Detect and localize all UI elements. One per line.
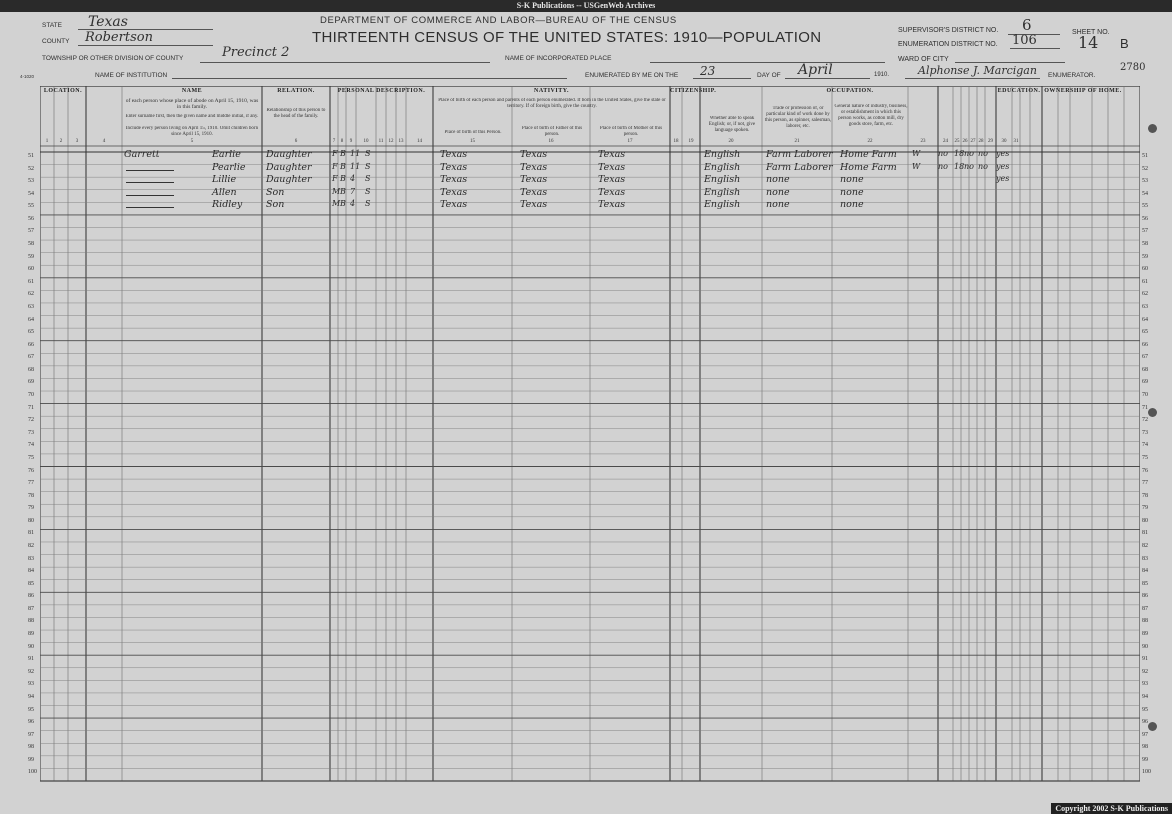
cell-father: Texas bbox=[520, 174, 548, 186]
row-number: 72 bbox=[28, 417, 34, 424]
cell-relation: Son bbox=[266, 186, 285, 198]
cell-edu4: no bbox=[978, 161, 988, 171]
column-number: 10 bbox=[363, 139, 369, 144]
row-number: 99 bbox=[28, 756, 34, 763]
form-number: 4-1020 bbox=[20, 74, 35, 79]
cell-race: B bbox=[340, 174, 346, 184]
cell-language: English bbox=[704, 149, 741, 160]
row-number: 56 bbox=[1142, 215, 1148, 222]
group-heading: RELATION. bbox=[277, 88, 315, 94]
row-number: 58 bbox=[1142, 241, 1148, 248]
row-number: 69 bbox=[1142, 379, 1148, 386]
year-value: 1910. bbox=[874, 72, 890, 78]
census-grid bbox=[40, 86, 1140, 786]
cell-marital: S bbox=[365, 174, 371, 184]
cell-industry: Home Farm bbox=[840, 161, 897, 173]
column-number: 9 bbox=[349, 139, 353, 144]
row-number: 90 bbox=[1142, 643, 1148, 650]
row-number: 66 bbox=[1142, 341, 1148, 348]
county-value: Robertson bbox=[85, 30, 153, 45]
cell-edu5: yes bbox=[996, 149, 1010, 158]
incorporated-place-label: NAME OF INCORPORATED PLACE bbox=[505, 55, 612, 62]
row-number: 89 bbox=[1142, 631, 1148, 638]
row-number: 63 bbox=[1142, 303, 1148, 310]
cell-birth: Texas bbox=[440, 199, 468, 211]
column-head-birth-father: Place of birth of Father of this person. bbox=[521, 126, 583, 137]
cell-birth: Texas bbox=[440, 186, 468, 198]
row-number: 87 bbox=[28, 605, 34, 612]
cell-given: Allen bbox=[212, 186, 237, 198]
cell-edu2: 18 bbox=[954, 149, 965, 158]
row-number: 97 bbox=[1142, 731, 1148, 738]
institution-label: NAME OF INSTITUTION bbox=[95, 72, 168, 79]
cell-edu5: yes bbox=[996, 174, 1010, 184]
cell-father: Texas bbox=[520, 199, 548, 211]
column-head-name-sub: Enter surname first, then the given name and middle initial, if any. bbox=[125, 114, 259, 119]
row-number: 90 bbox=[28, 643, 34, 650]
column-number: 14 bbox=[417, 139, 422, 144]
row-number: 74 bbox=[1142, 442, 1148, 449]
group-heading: OCCUPATION. bbox=[826, 88, 874, 94]
column-head-industry: General nature of industry, business, or establishment in which this person works, as cotton mill, dry goods store, farm, etc. bbox=[834, 104, 908, 127]
cell-birth: Texas bbox=[440, 174, 468, 186]
row-number: 74 bbox=[28, 442, 34, 449]
row-number: 71 bbox=[28, 404, 34, 411]
cell-given: Lillie bbox=[212, 174, 237, 186]
township-value: Precinct 2 bbox=[222, 45, 290, 60]
enumeration-value: 106 bbox=[1012, 33, 1037, 48]
row-number: 93 bbox=[1142, 681, 1148, 688]
row-number: 54 bbox=[28, 190, 34, 197]
row-number: 77 bbox=[28, 480, 34, 487]
row-number: 52 bbox=[1142, 165, 1148, 172]
cell-industry: none bbox=[840, 199, 864, 211]
cell-trade: none bbox=[766, 199, 790, 211]
row-number: 63 bbox=[28, 303, 34, 310]
column-number: 15 bbox=[470, 139, 475, 144]
cell-edu1: no bbox=[938, 149, 948, 158]
row-number: 84 bbox=[1142, 568, 1148, 575]
column-head-trade: Trade or profession of, or particular kind of work done by this person, as spinner, salesman, laborer, etc. bbox=[764, 106, 832, 129]
cell-relation: Daughter bbox=[266, 149, 312, 160]
row-number: 57 bbox=[1142, 228, 1148, 235]
cell-age: 4 bbox=[350, 199, 356, 209]
column-number: 21 bbox=[794, 139, 800, 144]
column-number: 4 bbox=[102, 139, 106, 144]
row-number: 55 bbox=[1142, 203, 1148, 210]
cell-mother: Texas bbox=[598, 149, 626, 160]
row-number: 85 bbox=[1142, 580, 1148, 587]
supervisor-label: SUPERVISOR'S DISTRICT NO. bbox=[898, 27, 999, 34]
cell-sex: F bbox=[332, 149, 338, 158]
row-number: 65 bbox=[28, 329, 34, 336]
cell-surname: Garrett bbox=[124, 149, 160, 160]
row-number: 98 bbox=[28, 744, 34, 751]
row-number: 73 bbox=[28, 429, 34, 436]
row-number: 86 bbox=[28, 593, 34, 600]
row-number: 99 bbox=[1142, 756, 1148, 763]
row-number: 94 bbox=[1142, 693, 1148, 700]
cell-trade: none bbox=[766, 186, 790, 198]
cell-sex: M bbox=[332, 186, 341, 196]
row-number: 83 bbox=[28, 555, 34, 562]
row-number: 60 bbox=[1142, 266, 1148, 273]
column-number: 6 bbox=[294, 139, 298, 144]
column-number: 20 bbox=[728, 139, 734, 144]
row-number: 91 bbox=[1142, 656, 1148, 663]
row-number: 93 bbox=[28, 681, 34, 688]
column-head-birth-mother: Place of birth of Mother of this person. bbox=[599, 126, 663, 137]
row-number: 76 bbox=[28, 467, 34, 474]
cell-language: English bbox=[704, 161, 741, 173]
column-number: 17 bbox=[627, 139, 633, 144]
row-number: 61 bbox=[28, 278, 34, 285]
archive-banner: S-K Publications -- USGenWeb Archives bbox=[0, 0, 1172, 12]
column-number: 16 bbox=[548, 139, 554, 144]
row-number: 66 bbox=[28, 341, 34, 348]
row-number: 61 bbox=[1142, 278, 1148, 285]
column-number: 3 bbox=[75, 139, 79, 144]
column-head-birth-person: Place of birth of this Person. bbox=[444, 130, 502, 135]
cell-relation: Daughter bbox=[266, 174, 312, 186]
cell-father: Texas bbox=[520, 161, 548, 173]
cell-race: B bbox=[340, 161, 346, 171]
cell-given: Earlie bbox=[212, 149, 241, 160]
column-number: 8 bbox=[340, 139, 344, 144]
row-number: 76 bbox=[1142, 467, 1148, 474]
state-value: Texas bbox=[88, 14, 128, 30]
row-number: 100 bbox=[28, 769, 37, 776]
column-head-nativity: Place of birth of each person and parents of each person enumerated. If born in the United States, give the state or territory. If of foreign birth, give the country. bbox=[438, 98, 666, 109]
row-number: 83 bbox=[1142, 555, 1148, 562]
row-number: 54 bbox=[1142, 190, 1148, 197]
row-number: 86 bbox=[1142, 593, 1148, 600]
row-number: 65 bbox=[1142, 329, 1148, 336]
group-heading: CITIZENSHIP. bbox=[670, 88, 717, 94]
row-number: 81 bbox=[28, 530, 34, 537]
row-number: 82 bbox=[1142, 542, 1148, 549]
binder-hole bbox=[1148, 124, 1157, 133]
enumerated-label: ENUMERATED BY ME ON THE bbox=[585, 72, 679, 79]
row-number: 87 bbox=[1142, 605, 1148, 612]
copyright-notice: Copyright 2002 S-K Publications bbox=[1051, 803, 1172, 814]
cell-marital: S bbox=[365, 186, 371, 196]
county-label: COUNTY bbox=[42, 38, 70, 45]
column-number: 1 bbox=[45, 139, 49, 144]
enumerated-day: 23 bbox=[700, 64, 716, 78]
cell-trade: Farm Laborer bbox=[766, 161, 833, 173]
row-number: 91 bbox=[28, 656, 34, 663]
row-number: 69 bbox=[28, 379, 34, 386]
cell-mother: Texas bbox=[598, 199, 626, 211]
sheet-value: 14 bbox=[1078, 33, 1099, 52]
row-number: 51 bbox=[1142, 153, 1148, 159]
row-number: 92 bbox=[1142, 668, 1148, 675]
sheet-label: SHEET NO. bbox=[1072, 29, 1110, 36]
ditto-line bbox=[126, 170, 174, 171]
cell-marital: S bbox=[365, 161, 371, 171]
column-number: 19 bbox=[688, 139, 694, 144]
row-number: 72 bbox=[1142, 417, 1148, 424]
cell-race: B bbox=[340, 186, 346, 196]
cell-trade: none bbox=[766, 174, 790, 186]
cell-birth: Texas bbox=[440, 149, 468, 160]
row-number: 89 bbox=[28, 631, 34, 638]
row-number: 70 bbox=[28, 392, 34, 399]
row-number: 56 bbox=[28, 215, 34, 222]
cell-emp: W bbox=[912, 149, 921, 158]
enumerator-signature: Alphonse J. Marcigan bbox=[918, 64, 1037, 77]
row-number: 67 bbox=[1142, 354, 1148, 361]
row-number: 95 bbox=[28, 706, 34, 713]
cell-mother: Texas bbox=[598, 161, 626, 173]
township-label: TOWNSHIP OR OTHER DIVISION OF COUNTY bbox=[42, 55, 184, 62]
cell-sex: F bbox=[332, 174, 338, 184]
row-number: 62 bbox=[1142, 291, 1148, 298]
column-number: 13 bbox=[398, 139, 404, 144]
row-number: 75 bbox=[28, 454, 34, 461]
row-number: 75 bbox=[1142, 454, 1148, 461]
cell-sex: M bbox=[332, 199, 341, 209]
column-number: 2 bbox=[59, 139, 63, 144]
column-number: 22 bbox=[867, 139, 873, 144]
cell-given: Pearlie bbox=[212, 161, 246, 173]
cell-emp: W bbox=[912, 161, 921, 171]
ditto-line bbox=[126, 195, 174, 196]
cell-mother: Texas bbox=[598, 186, 626, 198]
row-number: 52 bbox=[28, 165, 34, 172]
row-number: 94 bbox=[28, 693, 34, 700]
group-heading: OWNERSHIP OF HOME. bbox=[1044, 88, 1122, 94]
row-number: 95 bbox=[1142, 706, 1148, 713]
cell-mother: Texas bbox=[598, 174, 626, 186]
column-number: 30 bbox=[1001, 139, 1007, 144]
row-number: 55 bbox=[28, 203, 34, 210]
cell-race: B bbox=[340, 149, 346, 158]
enumeration-label: ENUMERATION DISTRICT NO. bbox=[898, 41, 998, 48]
cell-edu2: 18 bbox=[954, 161, 965, 171]
row-number: 88 bbox=[28, 618, 34, 625]
row-number: 68 bbox=[1142, 366, 1148, 373]
cell-edu4: no bbox=[978, 149, 988, 158]
column-number: 29 bbox=[988, 139, 993, 144]
row-number: 57 bbox=[28, 228, 34, 235]
cell-relation: Son bbox=[266, 199, 285, 211]
row-number: 82 bbox=[28, 542, 34, 549]
column-number: 28 bbox=[978, 139, 984, 144]
column-number: 26 bbox=[962, 139, 968, 144]
cell-age: 4 bbox=[350, 174, 356, 184]
cell-edu3: no bbox=[964, 149, 974, 158]
column-head-name-sub2: Include every person living on April 15, 1910. Omit children born since April 15, 1910. bbox=[125, 126, 259, 137]
column-number: 12 bbox=[388, 139, 394, 144]
stamp-number: 2780 bbox=[1120, 62, 1146, 73]
row-number: 79 bbox=[28, 505, 34, 512]
column-number: 31 bbox=[1013, 139, 1019, 144]
group-heading: NAME bbox=[181, 88, 203, 94]
row-number: 59 bbox=[1142, 253, 1148, 260]
row-number: 64 bbox=[1142, 316, 1148, 323]
state-label: STATE bbox=[42, 22, 62, 29]
row-number: 96 bbox=[28, 719, 34, 726]
row-number: 80 bbox=[28, 517, 34, 524]
row-number: 60 bbox=[28, 266, 34, 273]
row-number: 80 bbox=[1142, 517, 1148, 524]
column-number: 23 bbox=[920, 139, 926, 144]
group-heading: LOCATION. bbox=[43, 88, 83, 94]
row-number: 71 bbox=[1142, 404, 1148, 411]
cell-age: 7 bbox=[350, 186, 356, 196]
binder-hole bbox=[1148, 722, 1157, 731]
row-number: 64 bbox=[28, 316, 34, 323]
column-head-relation: Relationship of this person to the head of the family. bbox=[266, 108, 326, 119]
column-number: 24 bbox=[943, 139, 948, 144]
row-number: 100 bbox=[1142, 769, 1151, 776]
group-heading: EDUCATION. bbox=[997, 88, 1041, 94]
day-of-label: DAY OF bbox=[757, 72, 781, 79]
enumerator-label: ENUMERATOR. bbox=[1048, 72, 1096, 79]
cell-marital: S bbox=[365, 149, 371, 158]
column-head-name: of each person whose place of abode on April 15, 1910, was in this family. bbox=[125, 98, 259, 110]
column-number: 18 bbox=[673, 139, 679, 144]
row-number: 98 bbox=[1142, 744, 1148, 751]
cell-edu1: no bbox=[938, 161, 948, 171]
group-heading: NATIVITY. bbox=[533, 88, 569, 94]
cell-father: Texas bbox=[520, 149, 548, 160]
row-number: 97 bbox=[28, 731, 34, 738]
ditto-line bbox=[126, 182, 174, 183]
cell-edu5: yes bbox=[996, 161, 1010, 171]
row-number: 84 bbox=[28, 568, 34, 575]
row-number: 81 bbox=[1142, 530, 1148, 537]
row-number: 85 bbox=[28, 580, 34, 587]
cell-sex: F bbox=[332, 161, 338, 171]
cell-trade: Farm Laborer bbox=[766, 149, 833, 160]
row-number: 78 bbox=[1142, 492, 1148, 499]
month-value: April bbox=[798, 62, 833, 78]
census-title: THIRTEENTH CENSUS OF THE UNITED STATES: 1910—POPULATION bbox=[312, 29, 822, 46]
cell-industry: Home Farm bbox=[840, 149, 897, 160]
cell-marital: S bbox=[365, 199, 371, 209]
binder-hole bbox=[1148, 408, 1157, 417]
row-number: 78 bbox=[28, 492, 34, 499]
department-heading: DEPARTMENT OF COMMERCE AND LABOR—BUREAU OF THE CENSUS bbox=[320, 15, 677, 26]
cell-industry: none bbox=[840, 186, 864, 198]
cell-birth: Texas bbox=[440, 161, 468, 173]
row-number: 59 bbox=[28, 253, 34, 260]
sheet-letter: B bbox=[1120, 36, 1129, 51]
column-number: 11 bbox=[378, 139, 384, 144]
row-number: 53 bbox=[1142, 178, 1148, 185]
ditto-line bbox=[126, 207, 174, 208]
column-number: 7 bbox=[332, 139, 336, 144]
row-number: 53 bbox=[28, 178, 34, 185]
cell-race: B bbox=[340, 199, 346, 209]
row-number: 73 bbox=[1142, 429, 1148, 436]
cell-age: 11 bbox=[350, 149, 361, 158]
column-number: 27 bbox=[970, 139, 976, 144]
cell-language: English bbox=[704, 199, 741, 211]
row-number: 92 bbox=[28, 668, 34, 675]
cell-given: Ridley bbox=[212, 199, 243, 211]
row-number: 67 bbox=[28, 354, 34, 361]
row-number: 77 bbox=[1142, 480, 1148, 487]
cell-industry: none bbox=[840, 174, 864, 186]
row-number: 79 bbox=[1142, 505, 1148, 512]
row-number: 96 bbox=[1142, 719, 1148, 726]
cell-language: English bbox=[704, 186, 741, 198]
row-number: 62 bbox=[28, 291, 34, 298]
supervisor-value: 6 bbox=[1022, 16, 1032, 34]
row-number: 70 bbox=[1142, 392, 1148, 399]
row-number: 68 bbox=[28, 366, 34, 373]
cell-language: English bbox=[704, 174, 741, 186]
row-number: 88 bbox=[1142, 618, 1148, 625]
cell-father: Texas bbox=[520, 186, 548, 198]
ward-label: WARD OF CITY bbox=[898, 56, 949, 63]
group-heading: PERSONAL DESCRIPTION. bbox=[337, 88, 426, 94]
cell-relation: Daughter bbox=[266, 161, 312, 173]
row-number: 58 bbox=[28, 241, 34, 248]
column-head-language: Whether able to speak English; or, if not, give language spoken. bbox=[708, 116, 756, 133]
cell-edu3: no bbox=[964, 161, 974, 171]
row-number: 51 bbox=[28, 153, 34, 159]
cell-age: 11 bbox=[350, 161, 361, 171]
column-number: 25 bbox=[954, 139, 960, 144]
column-number: 5 bbox=[190, 139, 194, 144]
